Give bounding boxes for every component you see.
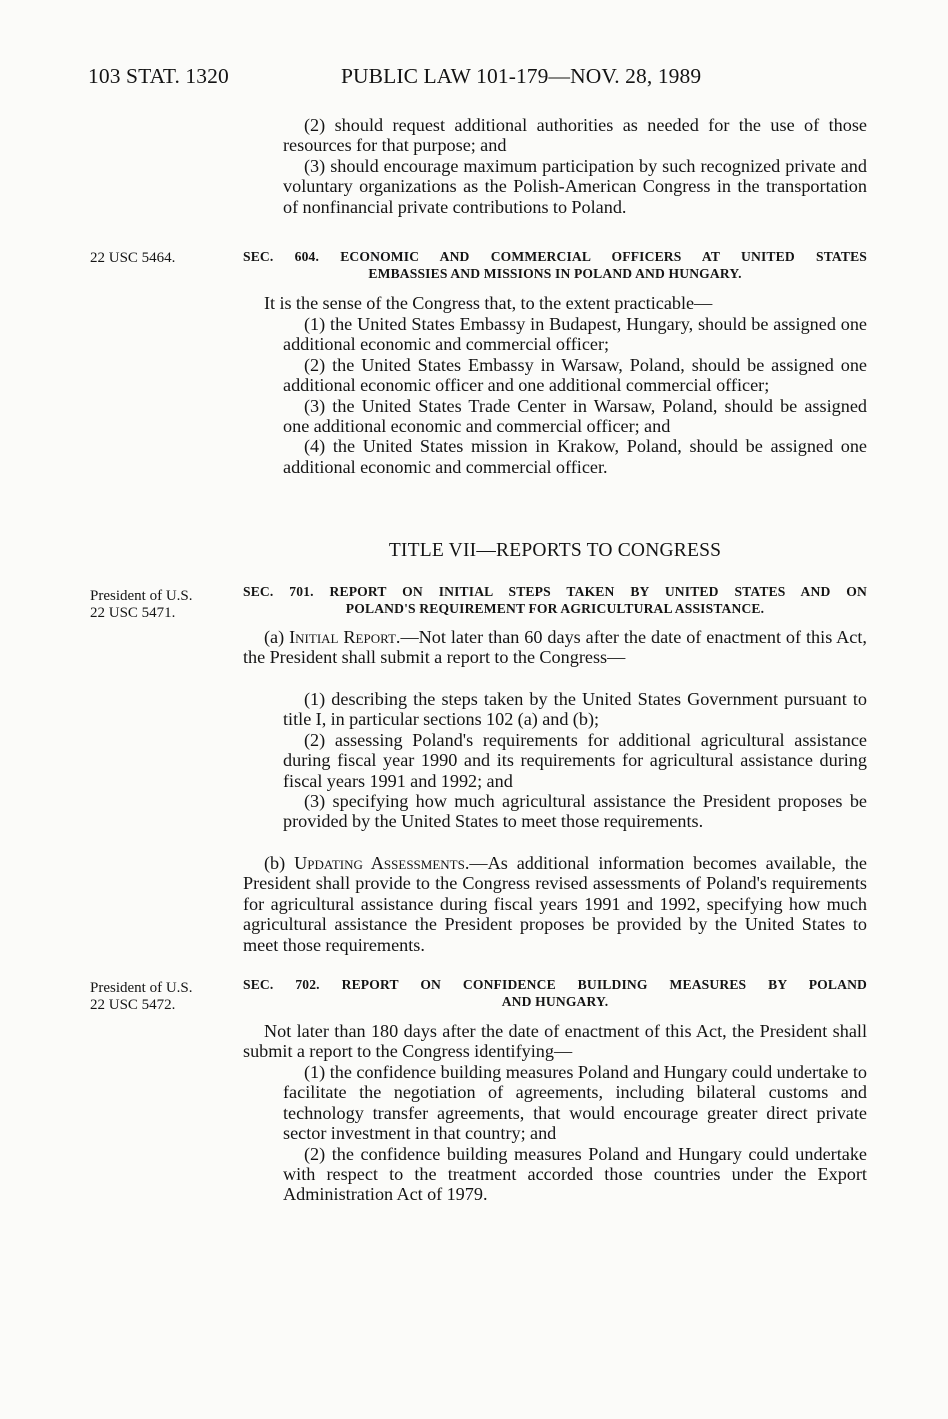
paragraph-item: (2) should request additional authorities as needed for the use of those resources for that purpose; and	[283, 115, 867, 156]
page-reference: 103 STAT. 1320	[88, 64, 229, 88]
section-intro: It is the sense of the Congress that, to the extent practicable—	[264, 293, 713, 313]
section-701-subsection-b	[243, 853, 867, 955]
section-heading-604: SEC. 604. ECONOMIC AND COMMERCIAL OFFICERS AT UNITED STATES EMBASSIES AND MISSIONS IN POLAND AND HUNGARY.	[243, 249, 867, 281]
margin-note-701: President of U.S. 22 USC 5471.	[90, 588, 193, 621]
paragraph-item: (3) the United States Trade Center in Warsaw, Poland, should be assigned one additional economic and commercial officer; and	[283, 395, 867, 437]
title-heading: TITLE VII—REPORTS TO CONGRESS	[388, 540, 722, 561]
paragraph-item: (2) the confidence building measures Poland and Hungary could undertake with respect to the treatment accorded those countries under the Export Administration Act of 1979.	[283, 1143, 867, 1205]
paragraph-item: (1) the confidence building measures Poland and Hungary could undertake to facilitate the negotiation of agreements, including bilateral customs and technology transfer agreements, that would encourage greater direct private sector investment in that country; and	[283, 1062, 867, 1144]
paragraph-item: (3) should encourage maximum participation by such recognized private and voluntary organizations as the Polish-American Congress in the transportation of nonfinancial private contributions to Poland.	[283, 155, 867, 217]
continuation-block	[283, 115, 867, 217]
paragraph-item: (4) the United States mission in Krakow, Poland, should be assigned one additional economic and commercial officer.	[283, 436, 867, 477]
subsection-caption: Initial Report.	[289, 627, 401, 647]
paragraph-item: (2) assessing Poland's requirements for additional agricultural assistance during fiscal year 1990 and its requirements for agricultural assistance during fiscal years 1991 and 1992; and	[283, 729, 867, 791]
section-604-body	[243, 293, 867, 313]
paragraph-item: (1) describing the steps taken by the United States Government pursuant to title I, in particular sections 102 (a) and (b);	[283, 689, 867, 730]
section-701-subsection-a	[243, 627, 867, 668]
section-702-items	[283, 1062, 867, 1205]
section-702-body	[243, 1021, 867, 1062]
subsection-a: (a) Initial Report.—Not later than 60 days after the date of enactment of this Act, the President shall submit a report to the Congress—	[243, 627, 867, 668]
section-intro: Not later than 180 days after the date of enactment of this Act, the President shall submit a report to the Congress identifying—	[243, 1021, 867, 1062]
running-header: PUBLIC LAW 101-179—NOV. 28, 1989	[341, 64, 702, 88]
section-701-items	[283, 689, 867, 832]
margin-note-citation: 22 USC 5464.	[90, 250, 176, 266]
subsection-b: (b) Updating Assessments.—As additional information becomes available, the President shall provide to the Congress revised assessments of Poland's requirements for agricultural assistance during fiscal years 1991 and 1992, specifying how much agricultural assistance the President proposes be provided by the United States to meet those requirements.	[243, 853, 867, 955]
paragraph-item: (3) specifying how much agricultural assistance the President proposes be provided by the United States to meet those requirements.	[283, 791, 867, 832]
section-heading-701: SEC. 701. REPORT ON INITIAL STEPS TAKEN BY UNITED STATES AND ON POLAND'S REQUIREMENT FOR AGRICULTURAL ASSISTANCE.	[243, 584, 867, 616]
paragraph-item: (2) the United States Embassy in Warsaw, Poland, should be assigned one additional economic officer and one additional commercial officer;	[283, 354, 867, 396]
subsection-caption: Updating Assessments.	[294, 853, 470, 873]
section-604-items	[283, 314, 867, 477]
paragraph-item: (1) the United States Embassy in Budapest, Hungary, should be assigned one additional economic and commercial officer;	[283, 314, 867, 355]
margin-note-702: President of U.S. 22 USC 5472.	[90, 980, 193, 1013]
section-heading-702: SEC. 702. REPORT ON CONFIDENCE BUILDING MEASURES BY POLAND AND HUNGARY.	[243, 977, 867, 1009]
